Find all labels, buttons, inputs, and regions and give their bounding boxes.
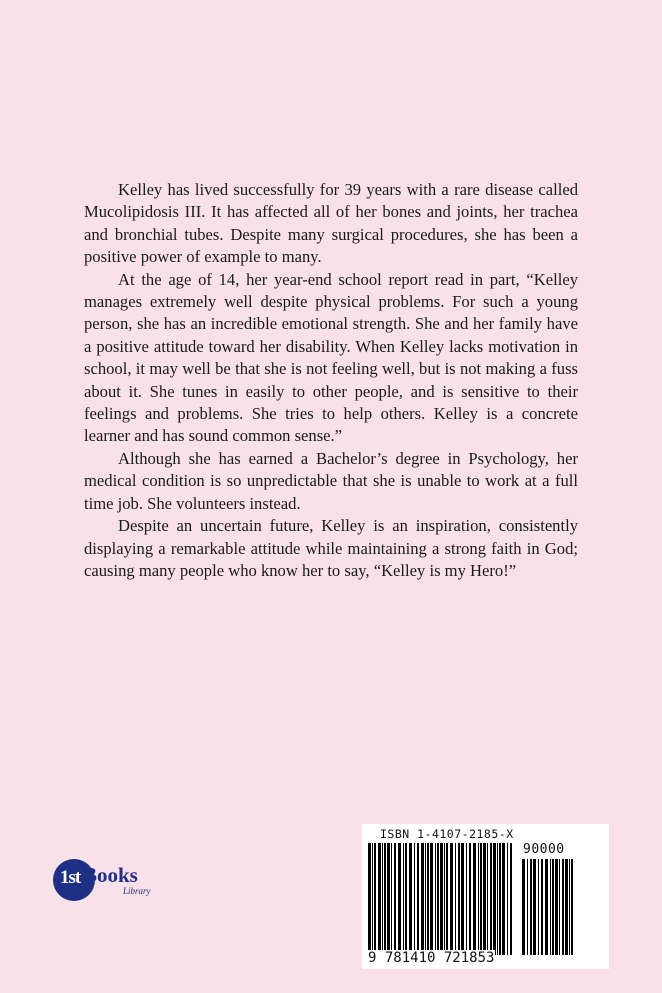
blurb-paragraph: At the age of 14, her year-end school report read in part, “Kelley manages extremely well despite physical problems. For such a young person, she has an incredible emotional strength. She and her family have a positive attitude toward her disability. When Kelley lacks motivation in school, it may well be that she is not feeling well, but is not making a fuss about it. She tunes in easily to other people, and is sensitive to their feelings and problems. She tries to help others. Kelley is a concrete learner and has sound common sense.” — [84, 269, 578, 446]
barcode-bar — [490, 843, 492, 955]
barcode-bar — [409, 843, 412, 955]
barcode-bar — [533, 859, 536, 955]
barcode-bar — [538, 859, 539, 955]
blurb-paragraph: Kelley has lived successfully for 39 years with a rare disease called Mucolipidosis III. It has affected all of her bones and joints, her trachea and bronchial tubes. Despite many surgical procedures, she has been a positive power of example to many. — [84, 180, 578, 267]
barcode-ean-digits: 9 781410 721853 — [368, 950, 495, 966]
barcode-bar — [405, 843, 407, 955]
barcode-bar — [571, 859, 573, 955]
barcode-bar — [527, 859, 528, 955]
barcode-bar — [466, 843, 467, 955]
barcode-bar — [398, 843, 401, 955]
barcode-bar — [387, 843, 390, 955]
barcode-bar — [437, 843, 439, 955]
barcode-bar — [550, 859, 551, 955]
barcode-bar — [458, 843, 460, 955]
barcode-addon-bars — [521, 859, 576, 955]
logo-wordmark: Books — [83, 863, 138, 887]
barcode-bar — [403, 843, 404, 955]
barcode-bar — [545, 859, 548, 955]
barcode-bar — [368, 843, 371, 955]
barcode-bar — [414, 843, 415, 955]
barcode-bar — [391, 843, 392, 955]
barcode-bar — [384, 843, 386, 955]
barcode-bar — [497, 843, 498, 955]
barcode-bar — [562, 859, 564, 955]
isbn-label: ISBN 1-4107-2185-X — [380, 827, 514, 841]
barcode-box — [362, 824, 609, 969]
barcode-bar — [374, 843, 376, 955]
barcode-bar — [430, 843, 433, 955]
barcode-bar — [499, 843, 501, 955]
barcode-bar — [569, 859, 570, 955]
barcode-bar — [425, 843, 426, 955]
barcode-bar — [473, 843, 476, 955]
barcode-bar — [417, 843, 419, 955]
barcode-bar — [510, 843, 512, 955]
barcode-bar — [440, 843, 443, 955]
barcode-bar — [565, 859, 568, 955]
barcode-bar — [552, 859, 554, 955]
barcode-bar — [469, 843, 471, 955]
barcode-bar — [382, 843, 383, 955]
barcode-bar — [530, 859, 532, 955]
blurb-paragraph: Despite an uncertain future, Kelley is an inspiration, consistently displaying a remarkable attitude while maintaining a strong faith in God; causing many people who know her to say, “Kelley is my Hero!” — [84, 516, 578, 580]
logo-number: 1st — [60, 867, 81, 888]
logo-subtitle: Library — [123, 886, 151, 896]
barcode-bar — [555, 859, 558, 955]
barcode-bar — [446, 843, 448, 955]
back-cover-blurb — [84, 179, 578, 582]
barcode-bar — [372, 843, 373, 955]
barcode-bar — [502, 843, 505, 955]
barcode-bar — [435, 843, 436, 955]
barcode-bar — [483, 843, 486, 955]
barcode-bar — [461, 843, 464, 955]
barcode-bar — [394, 843, 396, 955]
barcode-bar — [507, 843, 508, 955]
barcode-bar — [421, 843, 424, 955]
blurb-paragraph: Although she has earned a Bachelor’s degree in Psychology, her medical condition is so unpredictable that she is unable to work at a full time job. She volunteers instead. — [84, 448, 578, 513]
barcode-bar — [427, 843, 429, 955]
barcode-bar — [493, 843, 496, 955]
barcode-bar — [522, 859, 525, 955]
barcode-bar — [559, 859, 560, 955]
barcode-addon-digits: 90000 — [523, 842, 565, 857]
barcode-bar — [487, 843, 488, 955]
barcode-bar — [378, 843, 381, 955]
barcode-bars — [367, 843, 517, 955]
barcode-bar — [480, 843, 482, 955]
barcode-bar — [450, 843, 453, 955]
barcode-bar — [541, 859, 543, 955]
barcode-bar — [444, 843, 445, 955]
barcode-bar — [478, 843, 479, 955]
barcode-bar — [455, 843, 456, 955]
publisher-logo — [53, 857, 173, 905]
